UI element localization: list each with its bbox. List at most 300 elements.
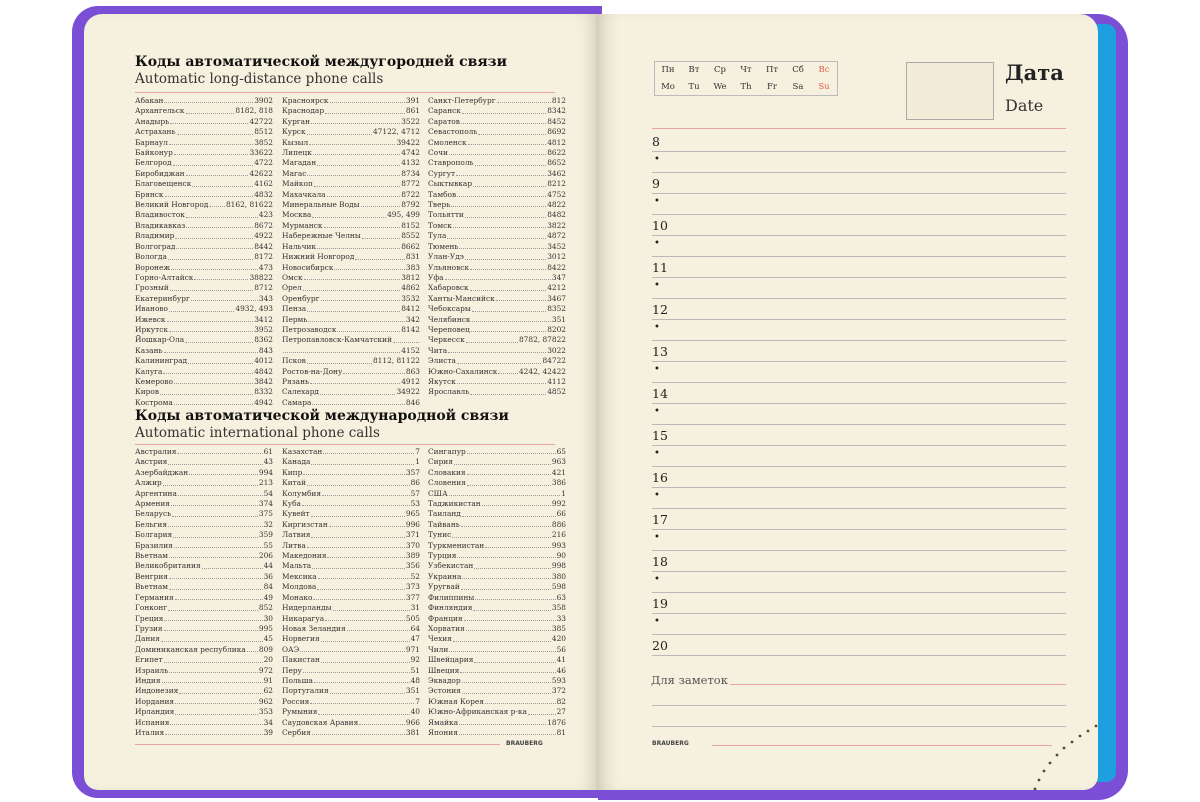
dial-code: 380 [551, 571, 566, 581]
leader-dots [163, 478, 258, 485]
place-name: Ульяновск [428, 262, 470, 272]
code-row [428, 509, 566, 519]
dial-code: 353 [258, 707, 273, 717]
leader-dots [453, 634, 551, 641]
leader-dots [186, 169, 249, 176]
place-name: Самара [282, 397, 312, 407]
leader-dots [321, 294, 401, 301]
place-name: Польша [282, 675, 313, 685]
code-row [282, 530, 420, 540]
brand-logo: BRAUBERG [652, 740, 689, 747]
leader-dots [456, 169, 546, 176]
dial-code: 996 [405, 519, 420, 529]
code-row [282, 603, 420, 613]
schedule-line [652, 550, 1066, 551]
dial-code: 358 [551, 603, 566, 613]
hour-label: 15 [652, 428, 668, 443]
code-row [282, 457, 420, 467]
code-row [135, 645, 273, 655]
leader-dots [171, 499, 258, 506]
place-name: Барнаул [135, 137, 168, 147]
leader-dots [321, 634, 410, 641]
date-label-en: Date [1005, 96, 1044, 115]
leader-dots [189, 468, 258, 475]
dial-code: 994 [258, 467, 273, 477]
dial-code: 8712 [254, 283, 273, 293]
dial-code: 351 [405, 686, 420, 696]
place-name: Сургут [428, 168, 456, 178]
place-name: Минеральные Воды [282, 200, 360, 210]
code-row [282, 231, 420, 241]
place-name: Турция [428, 551, 457, 561]
place-name: Петропавловск-Камчатский [282, 335, 393, 345]
leader-dots [185, 335, 253, 342]
leader-dots [194, 273, 248, 280]
dial-code: 52 [410, 571, 420, 581]
dial-code: 371 [405, 530, 420, 540]
hour-label: 16 [652, 470, 668, 485]
hour-label: 9 [652, 176, 660, 191]
leader-dots [459, 242, 546, 249]
leader-dots [497, 96, 551, 103]
dial-code: 91 [263, 675, 273, 685]
code-row [135, 707, 273, 717]
leader-dots [169, 582, 263, 589]
place-name: Пакистан [282, 655, 320, 665]
hour-label: 18 [652, 554, 668, 569]
dial-code: 383 [405, 262, 420, 272]
dial-code: 48 [410, 675, 420, 685]
place-name: Австрия [135, 457, 168, 467]
leader-dots [457, 190, 546, 197]
place-name: Румыния [282, 707, 318, 717]
leader-dots [312, 728, 405, 735]
leader-dots [163, 367, 253, 374]
place-name: Махачкала [282, 189, 326, 199]
dial-code: 8162, 81622 [225, 200, 273, 210]
schedule-line [652, 277, 1066, 278]
place-name: Рязань [282, 376, 310, 386]
half-hour-marker: • [654, 532, 660, 543]
half-hour-marker: • [654, 154, 660, 165]
schedule-line [652, 298, 1066, 299]
leader-dots [470, 283, 547, 290]
dial-code: 40 [410, 707, 420, 717]
dial-code: 4112 [547, 376, 566, 386]
leader-dots [474, 561, 551, 568]
code-row [135, 478, 273, 488]
place-name: Владивосток [135, 210, 185, 220]
leader-dots [313, 148, 400, 155]
dial-code: 3532 [401, 293, 420, 303]
leader-dots [318, 707, 409, 714]
code-row [282, 489, 420, 499]
code-row [282, 686, 420, 696]
dial-code: 86 [410, 478, 420, 488]
leader-dots [461, 582, 551, 589]
leader-dots [464, 614, 556, 621]
schedule-line [652, 487, 1066, 488]
place-name: Иркутск [135, 324, 168, 334]
dial-code: 8332 [254, 387, 273, 397]
leader-dots [170, 718, 262, 725]
code-row [428, 138, 566, 148]
dial-code: 33 [556, 613, 566, 623]
dial-code: 8212 [547, 179, 566, 189]
leader-dots [329, 520, 405, 527]
leader-dots [498, 367, 518, 374]
place-name: США [428, 488, 448, 498]
place-name: Кемерово [135, 376, 174, 386]
half-hour-marker: • [654, 490, 660, 501]
dial-code: 8442 [254, 241, 273, 251]
dial-code: 357 [405, 467, 420, 477]
half-hour-marker: • [654, 448, 660, 459]
leader-dots [449, 645, 555, 652]
code-row [282, 509, 420, 519]
dial-code: 4132 [401, 158, 420, 168]
dial-code: 20 [263, 655, 273, 665]
place-name: Астрахань [135, 127, 176, 137]
code-row [428, 489, 566, 499]
code-row [135, 624, 273, 634]
code-row [135, 398, 273, 408]
dial-code: 4012 [254, 356, 273, 366]
leader-dots [314, 179, 400, 186]
place-name: Швеция [428, 665, 460, 675]
schedule-line [652, 403, 1066, 404]
place-name: Новосибирск [282, 262, 334, 272]
code-row [135, 252, 273, 262]
code-row [428, 593, 566, 603]
leader-dots [337, 325, 400, 332]
place-name: Волгоград [135, 241, 176, 251]
leader-dots [186, 106, 235, 113]
place-name: Перу [282, 665, 302, 675]
half-hour-marker: • [654, 196, 660, 207]
weekday-label: Чт [740, 65, 752, 76]
dial-code: 375 [258, 509, 273, 519]
weekday-label: Пт [765, 65, 779, 76]
leader-dots [321, 655, 410, 662]
place-name: Петрозаводск [282, 324, 337, 334]
code-row [428, 645, 566, 655]
code-row [282, 346, 420, 356]
code-row [282, 242, 420, 252]
code-row [282, 541, 420, 551]
code-row [282, 676, 420, 686]
place-name: Орел [282, 283, 302, 293]
dial-code: 3902 [254, 96, 273, 105]
leader-dots [311, 530, 404, 537]
half-hour-marker: • [654, 574, 660, 585]
code-row [282, 315, 420, 325]
leader-dots [317, 158, 400, 165]
leader-dots [311, 457, 414, 464]
leader-dots [247, 645, 258, 652]
code-row [282, 645, 420, 655]
leader-dots [307, 541, 405, 548]
code-row [135, 718, 273, 728]
leader-dots [173, 530, 258, 537]
schedule-line [652, 508, 1066, 509]
schedule-line [652, 634, 1066, 635]
code-row [135, 190, 273, 200]
code-row [135, 210, 273, 220]
leader-dots [311, 117, 400, 124]
footer-rule [712, 745, 1052, 746]
leader-dots [164, 96, 253, 103]
code-row [282, 304, 420, 314]
leader-dots [317, 582, 405, 589]
dial-code: 64 [410, 623, 420, 633]
dial-code: 65 [556, 447, 566, 456]
leader-dots [472, 304, 546, 311]
dial-code: 36 [263, 571, 273, 581]
code-row [135, 666, 273, 676]
code-row [428, 676, 566, 686]
leader-dots [478, 127, 546, 134]
leader-dots [472, 315, 551, 322]
code-row [282, 169, 420, 179]
schedule-line [652, 361, 1066, 362]
leader-dots [470, 387, 546, 394]
code-row [135, 572, 273, 582]
place-name: Пермь [282, 314, 308, 324]
place-name: Грозный [135, 283, 169, 293]
hour-label: 13 [652, 344, 668, 359]
weekday-label: Tu [688, 81, 700, 92]
place-name: Пенза [282, 304, 307, 314]
date-box [906, 62, 994, 120]
weekday-label: Пн [661, 65, 675, 76]
leader-dots [325, 106, 405, 113]
dial-code: 1 [561, 488, 566, 498]
dial-code: 965 [405, 509, 420, 519]
leader-dots [192, 179, 253, 186]
leader-dots [174, 377, 253, 384]
code-row [135, 263, 273, 273]
dial-code: 4212 [547, 283, 566, 293]
place-name: Ханты-Мансийск [428, 293, 495, 303]
dial-code: 4912 [401, 376, 420, 386]
place-name: Оренбург [282, 293, 320, 303]
code-row [428, 200, 566, 210]
code-row [135, 283, 273, 293]
leader-dots [528, 707, 556, 714]
dial-code: 995 [258, 623, 273, 633]
place-name: Кувейт [282, 509, 310, 519]
place-name: Йошкар-Ола [135, 335, 185, 345]
leader-dots [457, 377, 546, 384]
place-name: Монако [282, 592, 313, 602]
hour-label: 12 [652, 302, 668, 317]
leader-dots [178, 489, 263, 496]
weekday-selector [654, 61, 838, 96]
dial-code: 8152 [401, 220, 420, 230]
place-name: Алжир [135, 478, 162, 488]
code-row [135, 561, 273, 571]
place-name: Никарагуа [282, 613, 325, 623]
place-name: Вьетнам [135, 582, 168, 592]
dial-code: 44 [263, 561, 273, 571]
dial-code: 962 [258, 696, 273, 706]
place-name: Мальта [282, 561, 312, 571]
place-name: Южно-Африканская р-ка [428, 707, 527, 717]
place-name: Ярославль [428, 387, 470, 397]
place-name: Ростов-на-Дону [282, 366, 343, 376]
leader-dots [304, 273, 401, 280]
place-name: Венгрия [135, 571, 168, 581]
code-row [428, 707, 566, 717]
code-row [428, 520, 566, 530]
dial-code: 966 [405, 717, 420, 727]
code-row [135, 489, 273, 499]
dial-code: 34 [263, 717, 273, 727]
place-name: Воронеж [135, 262, 171, 272]
place-name: Эстония [428, 686, 461, 696]
place-name: Краснодар [282, 106, 325, 116]
place-name: Сербия [282, 727, 311, 737]
schedule-line [652, 655, 1066, 656]
international-codes-column-1 [135, 447, 273, 738]
place-name: Томск [428, 220, 452, 230]
dial-code: 8482 [547, 210, 566, 220]
dial-code: 343 [258, 293, 273, 303]
code-row [135, 158, 273, 168]
dial-code: 495, 499 [387, 210, 420, 220]
code-row [282, 117, 420, 127]
leader-dots [471, 325, 546, 332]
code-row [135, 499, 273, 509]
place-name: Кызыл [282, 137, 309, 147]
code-row [282, 582, 420, 592]
dial-code: 4862 [401, 283, 420, 293]
leader-dots [475, 593, 555, 600]
code-row [282, 377, 420, 387]
place-name: Молдова [282, 582, 317, 592]
dial-code: 4932, 493 [235, 304, 273, 314]
international-codes-column-2 [282, 447, 420, 738]
dial-code: 27 [556, 707, 566, 717]
place-name: Брянск [135, 189, 164, 199]
place-name: Украина [428, 571, 462, 581]
code-row [282, 655, 420, 665]
code-row [428, 252, 566, 262]
place-name: Биробиджан [135, 168, 185, 178]
place-name: Испания [135, 717, 170, 727]
domestic-codes-column-2 [282, 96, 420, 408]
code-row [135, 367, 273, 377]
leader-dots [179, 686, 262, 693]
code-row [135, 377, 273, 387]
place-name: Китай [282, 478, 307, 488]
code-row [282, 614, 420, 624]
place-name: Ижевск [135, 314, 166, 324]
leader-dots [330, 686, 405, 693]
code-row [428, 634, 566, 644]
leader-dots [475, 158, 547, 165]
place-name: Абакан [135, 96, 164, 105]
dial-code: 373 [405, 582, 420, 592]
leader-dots [473, 603, 550, 610]
code-row [282, 263, 420, 273]
code-row [282, 127, 420, 137]
leader-dots [309, 138, 395, 145]
dial-code: 39 [263, 727, 273, 737]
leader-dots [176, 242, 253, 249]
code-row [428, 356, 566, 366]
dial-code: 47 [410, 634, 420, 644]
code-row [428, 457, 566, 467]
dial-code: 81 [556, 727, 566, 737]
dial-code: 8734 [401, 168, 420, 178]
leader-dots [449, 148, 546, 155]
schedule-line [652, 235, 1066, 236]
code-row [135, 169, 273, 179]
place-name: Курск [282, 127, 306, 137]
code-row [135, 582, 273, 592]
code-row [428, 582, 566, 592]
leader-dots [175, 697, 258, 704]
dial-code: 82 [556, 696, 566, 706]
code-row [428, 148, 566, 158]
dial-code: 43 [263, 457, 273, 467]
place-name: Македония [282, 551, 327, 561]
dial-code: 809 [258, 644, 273, 654]
code-row [282, 356, 420, 366]
dial-code: 4942 [254, 397, 273, 407]
dial-code: 8412 [401, 304, 420, 314]
place-name: Ирландия [135, 707, 175, 717]
code-row [428, 127, 566, 137]
weekday-label: Ср [714, 65, 726, 76]
leader-dots [485, 541, 551, 548]
leader-dots [209, 200, 225, 207]
code-row [282, 447, 420, 457]
schedule-line [652, 214, 1066, 215]
schedule-line [652, 256, 1066, 257]
code-row [282, 593, 420, 603]
place-name: Кипр [282, 467, 303, 477]
code-row [135, 117, 273, 127]
dial-code: 33622 [249, 148, 273, 158]
dial-code: 4812 [547, 137, 566, 147]
place-name: Анадырь [135, 116, 170, 126]
leader-dots [303, 666, 410, 673]
code-row [282, 520, 420, 530]
place-name: Индонезия [135, 686, 179, 696]
code-row [282, 200, 420, 210]
place-name: Германия [135, 592, 174, 602]
dial-code: 863 [405, 366, 420, 376]
code-row [282, 572, 420, 582]
schedule-line [652, 445, 1066, 446]
place-name: Тайвань [428, 519, 460, 529]
leader-dots [462, 676, 551, 683]
place-name: Словения [428, 478, 466, 488]
brand-logo: BRAUBERG [506, 740, 543, 747]
place-name: Магадан [282, 158, 317, 168]
place-name: Доминиканская республика [135, 644, 246, 654]
place-name: Казахстан [282, 447, 323, 456]
place-name: Владикавказ [135, 220, 186, 230]
leader-dots [465, 252, 546, 259]
leader-dots [164, 624, 258, 631]
code-row [428, 530, 566, 540]
code-row [428, 179, 566, 189]
leader-dots [165, 190, 254, 197]
